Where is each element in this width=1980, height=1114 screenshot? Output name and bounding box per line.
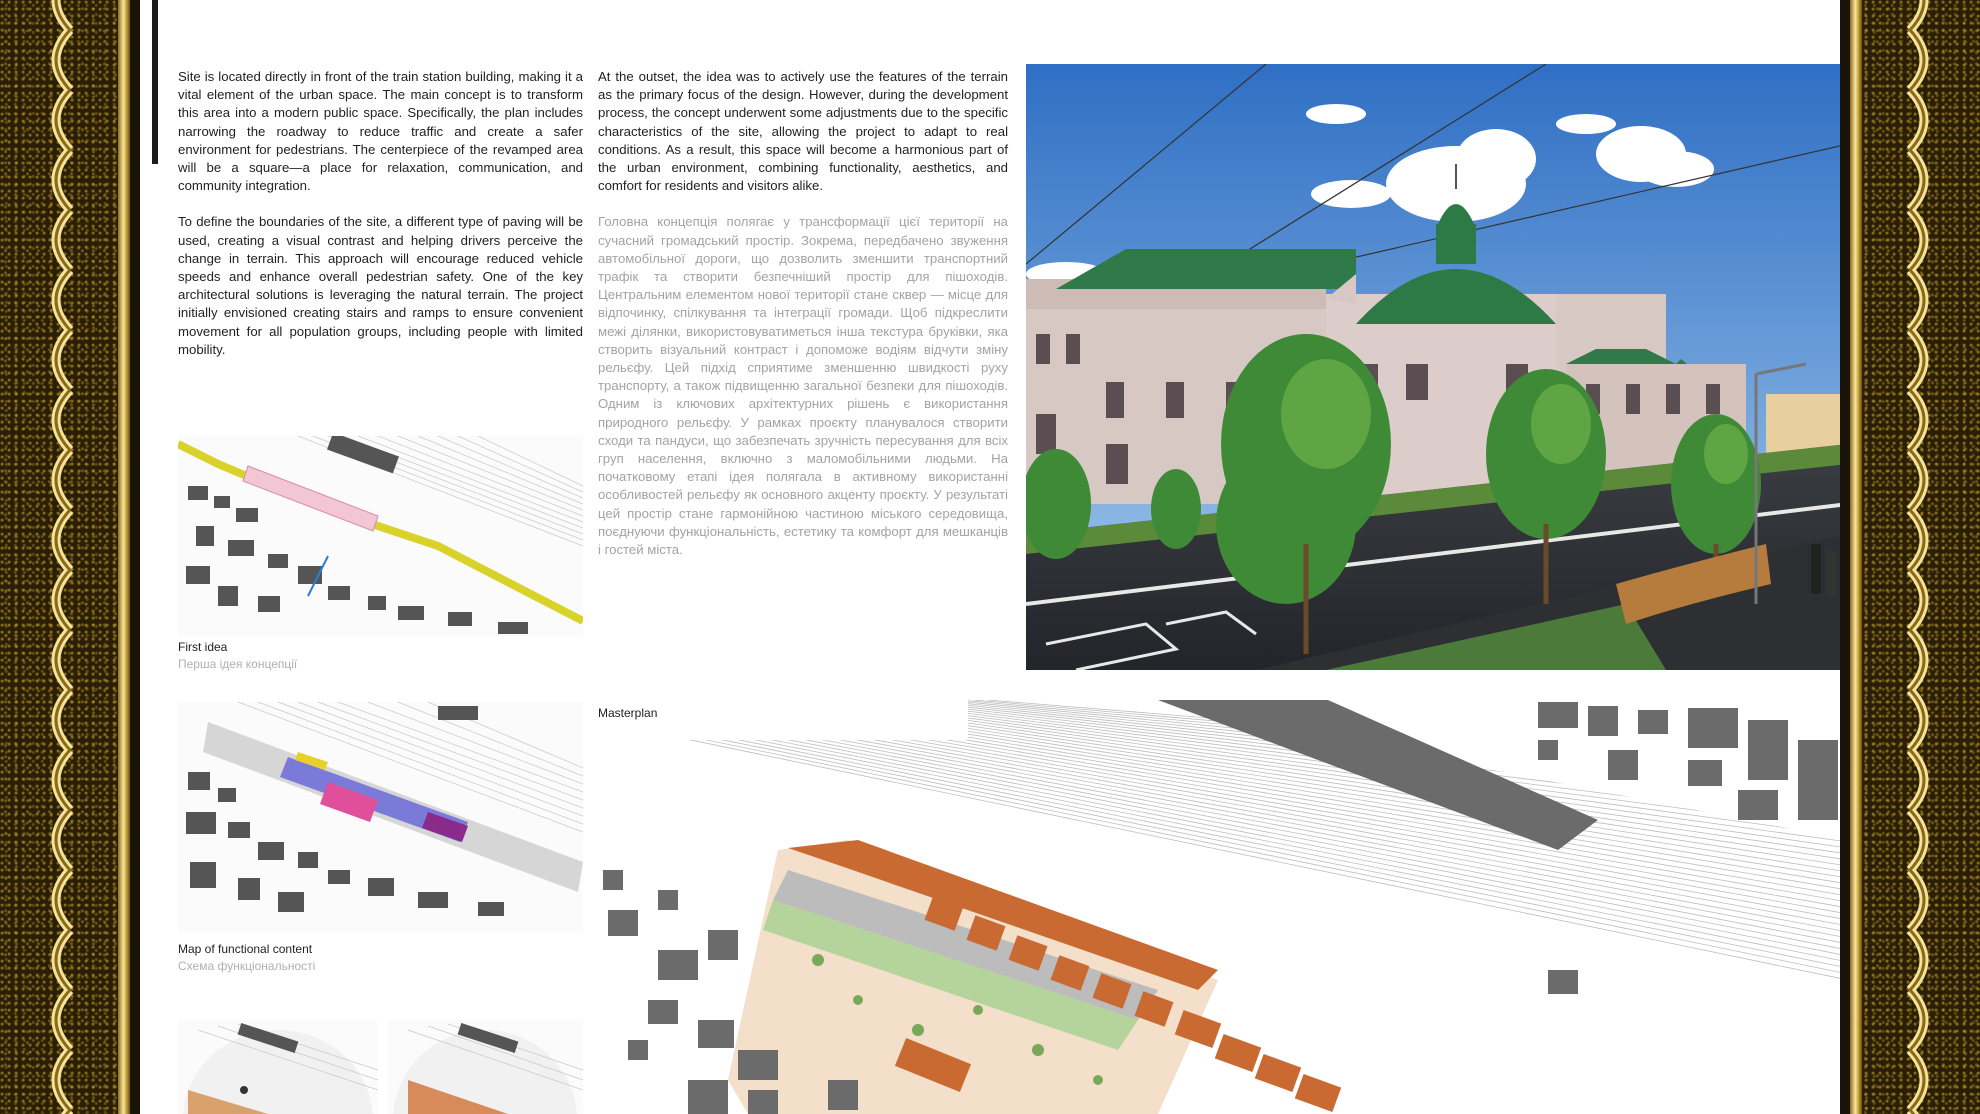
paragraph-site-boundaries: To define the boundaries of the site, a different type of paving will be used, creating a visual contrast and helping drivers perceive the change in terrain. This approach will encourage reduced vehicle speeds and enhance overall pedestrian safety. One of the key architectural solutions is leveraging the natural terrain. The project initially envisioned creating stairs and ramps to ensure convenient movement for all population groups, including people with limited mobility. [178,214,583,357]
caption-functional-map: Map of functional content [178,942,313,956]
station-visualization-image [1026,64,1840,670]
document-page [140,0,1840,1114]
functional-content-map [178,702,583,932]
frame-left-wave-ornament [0,0,140,1114]
detail-thumbnail-right [388,1020,583,1114]
caption-first-idea-ua: Перша ідея концепції [178,657,298,671]
text-column-middle [598,68,1008,577]
accent-rule [152,0,158,164]
caption-first-idea: First idea [178,640,228,654]
paragraph-ukrainian-summary: Головна концепція полягає у трансформації цієї території на сучасний громадський простір. Зокрема, передбачено звуження автомобільної дороги, що дозволить зменшити транспортний трафік та створити безпечніший простір для пішоходів. Центральним елементом нової території стане сквер — місце для відпочинку, спілкування та інтеграції громади. Щоб підкреслити межі ділянки, використовуватиметься інша текстура бруківки, яка створить візуальний контраст і допоможе водіям відчути зміну рельєфу. Цей підхід сприятиме зменшенню швидкості руху транспорту, а також підвищенню загальної безпеки для пішоходів. Одним із ключових архітектурних рішень є використання природного рельєфу. У рамках проєкту планувалося створити сходи та пандуси, що забезпечать зручність пересування для всіх груп населення, включно з маломобільними людьми. На початковому етапі ідея полягала в активному використанні особливостей рельєфу як основного акценту проєкту. У результаті цей простір стане гармонійною частиною міського середовища, поєднуючи функціональність, естетику та комфорт для мешканців і гостей міста. [598,214,1008,558]
caption-masterplan: Masterplan [598,706,658,720]
paragraph-site-location: Site is located directly in front of the train station building, making it a vital element of the urban space. The main concept is to transform this area into a modern public space. Specifically, the plan includes narrowing the roadway to reduce traffic and create a safer environment for pedestrians. The centerpiece of the revamped area will be a square—a place for relaxation, communication, and community integration. [178,69,583,194]
caption-functional-map-ua: Схема функціональності [178,959,316,973]
frame-right-wave-ornament [1840,0,1980,1114]
masterplan-drawing [598,700,1840,1114]
detail-thumbnail-left [178,1020,378,1114]
first-idea-map [178,436,583,636]
paragraph-design-evolution: At the outset, the idea was to actively use the features of the terrain as the primary focus of the design. However, during the development process, the concept underwent some adjustments due to the specific characteristics of the site, allowing the project to adapt to real conditions. As a result, this space will become a harmonious part of the urban environment, combining functionality, aesthetics, and comfort for residents and visitors alike. [598,69,1008,194]
text-column-left [178,68,583,377]
